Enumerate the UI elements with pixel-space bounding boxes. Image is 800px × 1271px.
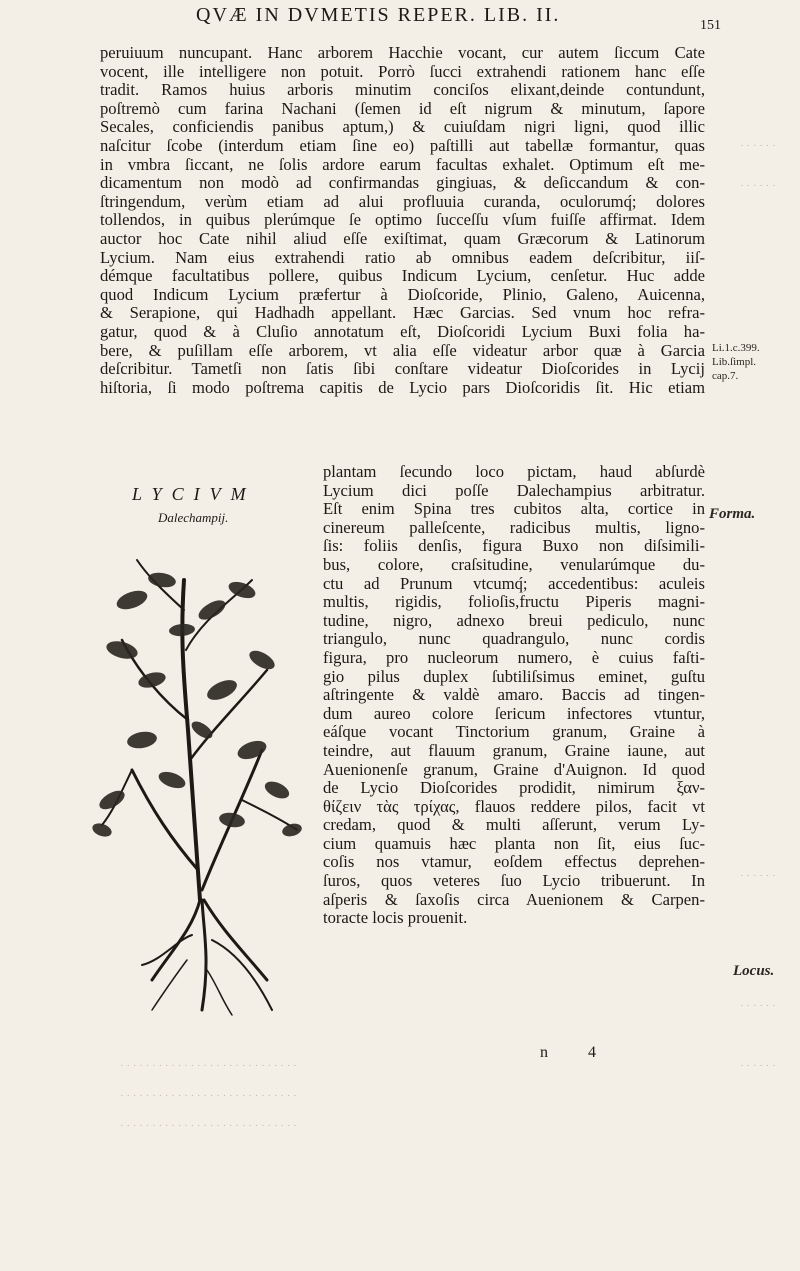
top-text-block: [100, 44, 705, 397]
text-line: poſtremò cum farina Nachani (ſemen id eſt nigrum & minutum, ſapore: [100, 98, 705, 118]
text-line: bus, colore, craſsitudine, venularúmque du-: [323, 554, 705, 574]
figure-sub-caption: Dalechampij.: [158, 510, 229, 525]
bleed-through-dots: · · · · · ·: [740, 1060, 776, 1072]
margin-note-forma: Forma.: [709, 506, 756, 522]
text-line: peruiuum nuncupant. Hanc arborem Hacchie vocant, cur autem ſiccum Cate: [100, 43, 705, 62]
text-line: bere, & puſillam eſſe arborem, vt alia eſſe videatur arbor quæ à Garcia: [100, 340, 705, 360]
margin-note-locus: Locus.: [733, 963, 775, 979]
text-line: in vmbra ſiccant, ne ſolis ardore earum facultas exhalet. Optimum eſt me-: [100, 154, 705, 174]
text-line: teindre, aut flauum granum, Graine iaune, aut: [323, 740, 705, 760]
bleed-through-dots: · · · · · · · · · · · · · · · · · · · · · · · · · · · ·: [120, 1090, 297, 1102]
text-line: vocent, ille intelligere non potuit. Porrò ſucci extrahendi rationem hanc eſſe: [100, 61, 705, 81]
text-line: auctor hoc Cate nihil aliud eſſe exiſtimat, quam Græcorum & Latinorum: [100, 228, 705, 248]
text-line: θίζειν τὰς τρίχας, flauos reddere pilos, facit vt: [323, 796, 705, 816]
text-line: ſis: foliis denſis, figura Buxo non diſsimili-: [323, 536, 705, 556]
text-line: eáſque vocant Tinctorium granum, Graine à: [323, 722, 705, 742]
text-line: deſcribitur. Tametſi non ſatis ſibi conſtare videatur Dioſcorides in Lycij: [100, 359, 705, 379]
text-line: multis, rigidis, folioſis,fructu Piperis magni-: [323, 592, 705, 612]
text-line: ſuros, quos veteres ſuo Lycio tribuerunt. In: [323, 871, 705, 891]
text-line: tollendos, in quibus plerúmque ſe optimo ſucceſſu vſum fuiſſe affirmat. Idem: [100, 210, 705, 230]
text-line: cium quamuis hæc planta non ſit, eius ſuc-: [323, 833, 705, 853]
text-line: tradit. Ramos huius arboris minutim conciſos elixant,deinde contundunt,: [100, 80, 705, 100]
bleed-through-dots: · · · · · · · · · · · · · · · · · · · · · · · · · · · ·: [120, 1060, 297, 1072]
text-line: Auenionenſe granum, Graine d'Auignon. Id quod: [323, 759, 705, 779]
text-line: quod Indicum Lycium præfertur à Dioſcoride, Plinio, Galeno, Auicenna,: [100, 284, 705, 304]
text-line: tudine, nigro, adnexo breui pediculo, nunc: [323, 610, 705, 630]
text-line: coſis nos vtamur, eoſdem effectus deprehen-: [323, 852, 705, 872]
bleed-through-dots: · · · · · ·: [740, 1000, 776, 1012]
text-line: dicamentum non modò ad confirmandas gingiuas, & deſiccandum & con-: [100, 173, 705, 193]
text-line: figura, pro nucleorum numero, è cuius faſti-: [323, 647, 705, 667]
text-line: aſtringente & valdè amaro. Baccis ad tingen-: [323, 685, 705, 705]
text-line: triangulo, nunc quadrangulo, nunc cordis: [323, 629, 705, 649]
text-line: plantam ſecundo loco pictam, haud abſurdè: [323, 462, 705, 481]
bleed-through-dots: · · · · · ·: [740, 870, 776, 882]
text-line: démque facultatibus pollere, quibus Indicum Lycium, cenſetur. Huc adde: [100, 266, 705, 286]
signature-mark: n 4: [540, 1044, 614, 1061]
margin-reference: Li.1.c.399.: [712, 342, 760, 354]
text-line: ctu ad Prunum vtcumq́; accedentibus: aculeis: [323, 573, 705, 593]
bleed-through-dots: · · · · · ·: [740, 180, 776, 192]
bleed-through-dots: · · · · · · · · · · · · · · · · · · · · · · · · · · · ·: [120, 1120, 297, 1132]
text-line: ſtringendum, verùm etiam ad alui profluuia curanda, oculorumq́; dolores: [100, 191, 705, 211]
text-line: dum aureo colore ſericum infectores vtuntur,: [323, 703, 705, 723]
text-line: gatur, quod & à Cluſio annotatum eſt, Dioſcoridi Lycium Buxi folia ha-: [100, 321, 705, 341]
margin-reference: cap.7.: [712, 370, 739, 382]
text-line: de Lycio Dioſcorides prodidit, nimirum ξαν-: [323, 778, 705, 798]
right-text-column: [323, 463, 705, 928]
text-line: hiſtoria, ſi modo poſtrema capitis de Lycio pars Dioſcoridis ſit. Hic etiam: [100, 377, 705, 397]
text-line: credam, quod & multi aſſerunt, verum Ly-: [323, 815, 705, 835]
folio-number: 151: [700, 18, 721, 33]
text-line: Lycium. Nam eius extrahendi ratio ab omnibus eadem deſcribitur, iiſ-: [100, 247, 705, 267]
running-head: QVÆ IN DVMETIS REPER. LIB. II.: [196, 4, 561, 26]
lycium-plant-woodcut: [92, 540, 307, 1020]
text-line: cinereum palleſcente, radicibus multis, ligno-: [323, 517, 705, 537]
text-line: & Serapione, qui Hadhadh appellant. Hæc Garcias. Sed vnum hoc refra-: [100, 303, 705, 323]
text-line: gio pilus duplex ſubtiliſsimus eminet, guſtu: [323, 666, 705, 686]
text-line: aſperis & ſaxoſis circa Auenionem & Carpen-: [323, 889, 705, 909]
text-line: naſcitur ſcobe (interdum etiam ſine eo) paſtilli aut tabellæ formantur, quas: [100, 135, 705, 155]
figure-caption: LYCIVM: [132, 484, 256, 504]
text-line: Secales, conficiendis panibus aptum,) & cuiuſdam nigri ligni, quod illic: [100, 117, 705, 137]
margin-reference: Lib.ſimpl.: [712, 356, 756, 368]
text-line: Lycium dici poſſe Dalechampius arbitratur.: [323, 480, 705, 500]
text-line: toracte locis prouenit.: [323, 908, 468, 928]
bleed-through-dots: · · · · · ·: [740, 140, 776, 152]
text-line: Eſt enim Spina tres cubitos alta, cortice in: [323, 499, 705, 519]
